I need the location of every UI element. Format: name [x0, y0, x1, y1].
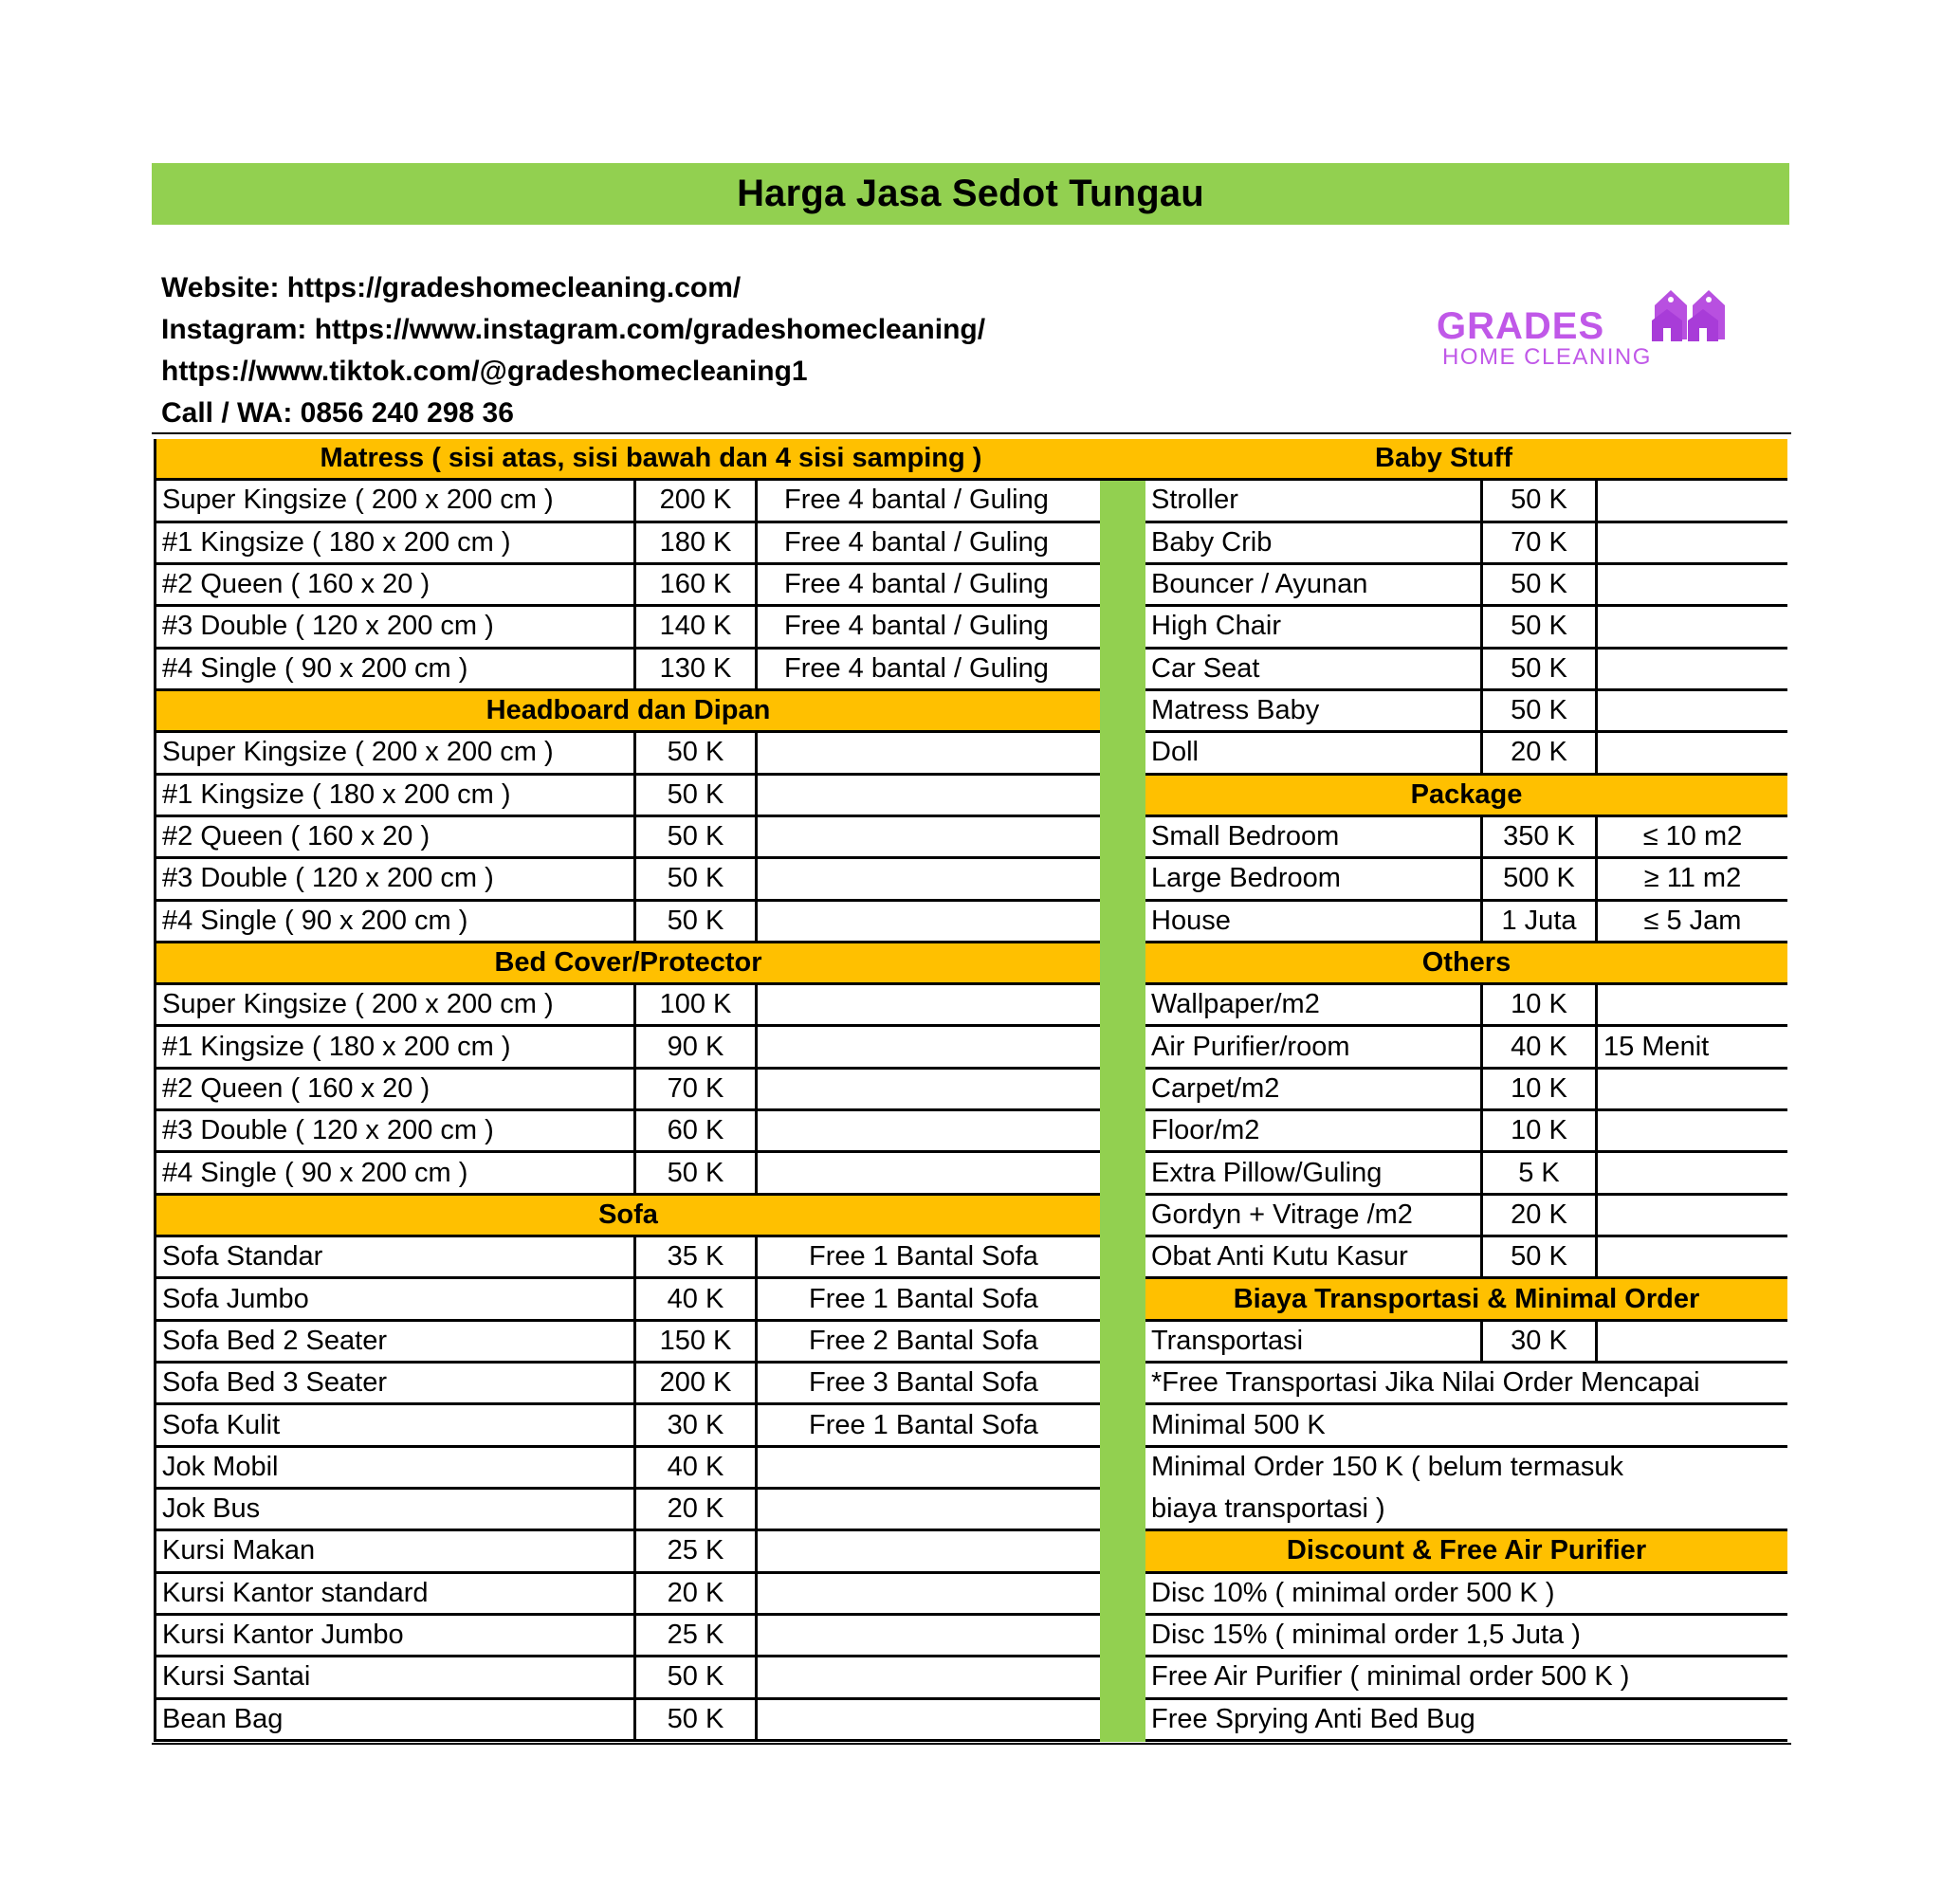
note-text: Minimal Order 150 K ( belum termasuk biaya transportasi )	[1151, 1452, 1623, 1525]
item-name: #2 Queen ( 160 x 20 )	[162, 821, 431, 852]
table-row	[156, 1027, 1100, 1069]
item-price: 50 K	[1480, 650, 1595, 688]
item-name: #4 Single ( 90 x 200 cm )	[162, 905, 468, 936]
item-price: 150 K	[633, 1322, 755, 1361]
item-name: Matress Baby	[1151, 695, 1320, 726]
item-note: 15 Menit	[1595, 1027, 1787, 1066]
item-name: #4 Single ( 90 x 200 cm )	[162, 652, 468, 684]
section-header: Baby Stuff	[1100, 439, 1787, 481]
tiktok-link[interactable]: https://www.tiktok.com/@gradeshomecleaning1	[161, 356, 808, 387]
item-name: Jok Mobil	[162, 1451, 279, 1482]
table-row	[1145, 481, 1787, 522]
item-price: 20 K	[633, 1490, 755, 1529]
item-name: Kursi Santai	[162, 1661, 311, 1693]
section-header: Headboard dan Dipan	[156, 691, 1100, 733]
item-note	[755, 817, 1100, 856]
item-note: ≤ 5 Jam	[1595, 902, 1787, 941]
item-note	[755, 1490, 1100, 1529]
section-header: Matress ( sisi atas, sisi bawah dan 4 sisi samping )	[156, 439, 1145, 481]
table-row	[156, 1237, 1100, 1279]
website-link[interactable]: Website: https://gradeshomecleaning.com/	[161, 272, 742, 303]
table-row	[156, 565, 1100, 607]
item-price: 5 K	[1480, 1153, 1595, 1192]
item-price: 20 K	[1480, 733, 1595, 772]
item-name: Bouncer / Ayunan	[1151, 569, 1368, 600]
price-table	[154, 439, 1787, 1742]
table-row	[156, 1279, 1100, 1321]
table-row	[156, 1490, 1100, 1531]
table-row	[1145, 902, 1787, 943]
logo-subtitle: HOME CLEANING	[1442, 344, 1652, 370]
item-price: 30 K	[633, 1405, 755, 1444]
item-price: 50 K	[1480, 565, 1595, 604]
item-price: 70 K	[1480, 523, 1595, 562]
table-row	[1145, 565, 1787, 607]
item-name: High Chair	[1151, 611, 1281, 642]
table-row	[1145, 1070, 1787, 1111]
item-note: Free 4 bantal / Guling	[755, 481, 1100, 520]
item-note	[1595, 650, 1787, 688]
table-row	[156, 1531, 1100, 1573]
note-row	[1145, 1700, 1787, 1742]
divider-line	[152, 432, 1791, 434]
section-header: Discount & Free Air Purifier	[1145, 1531, 1787, 1573]
item-name: Kursi Kantor Jumbo	[162, 1620, 404, 1651]
table-row	[156, 817, 1100, 859]
note-row	[1145, 1616, 1787, 1657]
table-row	[1145, 523, 1787, 565]
item-note	[1595, 481, 1787, 520]
item-note	[755, 1657, 1100, 1696]
item-note	[1595, 733, 1787, 772]
item-price: 50 K	[633, 1153, 755, 1192]
item-price: 130 K	[633, 650, 755, 688]
item-name: Extra Pillow/Guling	[1151, 1157, 1383, 1188]
table-row	[156, 1322, 1100, 1364]
item-price: 20 K	[1480, 1196, 1595, 1235]
table-row	[1145, 691, 1787, 733]
item-name: Baby Crib	[1151, 526, 1273, 558]
item-note	[1595, 565, 1787, 604]
item-price: 10 K	[1480, 1111, 1595, 1150]
item-note	[1595, 1322, 1787, 1361]
table-row	[156, 985, 1100, 1027]
item-price: 1 Juta	[1480, 902, 1595, 941]
item-price: 350 K	[1480, 817, 1595, 856]
phone-number: Call / WA: 0856 240 298 36	[161, 397, 514, 429]
item-price: 60 K	[633, 1111, 755, 1150]
item-name: Car Seat	[1151, 652, 1260, 684]
item-name: #2 Queen ( 160 x 20 )	[162, 569, 431, 600]
instagram-link[interactable]: Instagram: https://www.instagram.com/gradeshomecleaning/	[161, 314, 986, 345]
item-note: ≤ 10 m2	[1595, 817, 1787, 856]
houses-icon	[1650, 284, 1735, 341]
table-row	[1145, 1196, 1787, 1237]
item-name: #2 Queen ( 160 x 20 )	[162, 1072, 431, 1104]
table-row	[156, 1405, 1100, 1447]
item-price: 200 K	[633, 481, 755, 520]
item-price: 35 K	[633, 1237, 755, 1276]
note-text: Disc 15% ( minimal order 1,5 Juta )	[1151, 1620, 1581, 1651]
table-row	[1145, 733, 1787, 775]
item-name: Floor/m2	[1151, 1115, 1260, 1146]
item-name: #1 Kingsize ( 180 x 200 cm )	[162, 526, 511, 558]
item-name: Super Kingsize ( 200 x 200 cm )	[162, 485, 554, 516]
item-price: 50 K	[633, 776, 755, 815]
table-row	[1145, 1237, 1787, 1279]
section-header: Bed Cover/Protector	[156, 943, 1100, 985]
item-price: 50 K	[633, 902, 755, 941]
table-row	[156, 523, 1100, 565]
table-row	[156, 650, 1100, 691]
item-note	[1595, 523, 1787, 562]
item-name: Jok Bus	[162, 1493, 261, 1525]
table-row	[156, 776, 1100, 817]
item-price: 90 K	[633, 1027, 755, 1066]
page-title: Harga Jasa Sedot Tungau	[737, 173, 1204, 214]
item-note	[755, 733, 1100, 772]
item-name: #1 Kingsize ( 180 x 200 cm )	[162, 778, 511, 810]
table-row	[1145, 985, 1787, 1027]
item-note: Free 4 bantal / Guling	[755, 607, 1100, 646]
item-name: Super Kingsize ( 200 x 200 cm )	[162, 989, 554, 1020]
item-price: 50 K	[1480, 691, 1595, 730]
item-price: 40 K	[633, 1448, 755, 1487]
item-price: 180 K	[633, 523, 755, 562]
note-row	[1145, 1448, 1787, 1532]
item-name: Wallpaper/m2	[1151, 989, 1320, 1020]
item-note	[755, 859, 1100, 898]
grades-logo	[1437, 284, 1721, 375]
item-name: Kursi Makan	[162, 1535, 316, 1566]
item-name: House	[1151, 905, 1231, 936]
item-note: ≥ 11 m2	[1595, 859, 1787, 898]
item-name: #3 Double ( 120 x 200 cm )	[162, 611, 494, 642]
item-price: 200 K	[633, 1364, 755, 1402]
item-price: 70 K	[633, 1070, 755, 1108]
item-name: Small Bedroom	[1151, 821, 1340, 852]
item-name: Transportasi	[1151, 1325, 1304, 1356]
item-note	[1595, 1153, 1787, 1192]
item-name: Stroller	[1151, 485, 1238, 516]
table-row	[156, 1448, 1100, 1490]
item-name: #3 Double ( 120 x 200 cm )	[162, 863, 494, 894]
table-row	[156, 1364, 1100, 1405]
item-note	[1595, 691, 1787, 730]
item-note	[755, 1700, 1100, 1739]
item-price: 20 K	[633, 1574, 755, 1613]
item-name: Obat Anti Kutu Kasur	[1151, 1241, 1408, 1272]
table-row	[1145, 817, 1787, 859]
item-price: 50 K	[633, 1657, 755, 1696]
logo-wordmark: GRADES	[1437, 305, 1605, 347]
table-row	[1145, 1027, 1787, 1069]
note-text: Disc 10% ( minimal order 500 K )	[1151, 1577, 1555, 1608]
item-price: 50 K	[633, 1700, 755, 1739]
item-note	[1595, 1070, 1787, 1108]
item-note	[755, 1448, 1100, 1487]
item-note	[755, 1153, 1100, 1192]
item-name: Air Purifier/room	[1151, 1031, 1350, 1062]
item-note	[755, 1531, 1100, 1570]
section-header: Others	[1145, 943, 1787, 985]
item-name: Doll	[1151, 737, 1199, 768]
table-row	[156, 1070, 1100, 1111]
item-name: Gordyn + Vitrage /m2	[1151, 1199, 1413, 1230]
item-note	[755, 776, 1100, 815]
item-note: Free 1 Bantal Sofa	[755, 1279, 1100, 1318]
table-row	[156, 902, 1100, 943]
item-price: 100 K	[633, 985, 755, 1024]
table-row	[156, 859, 1100, 901]
item-price: 50 K	[633, 859, 755, 898]
table-row	[1145, 650, 1787, 691]
section-header: Biaya Transportasi & Minimal Order	[1145, 1279, 1787, 1321]
title-bar	[152, 163, 1789, 225]
item-price: 40 K	[633, 1279, 755, 1318]
item-name: Super Kingsize ( 200 x 200 cm )	[162, 737, 554, 768]
item-note: Free 4 bantal / Guling	[755, 523, 1100, 562]
item-price: 160 K	[633, 565, 755, 604]
item-note	[1595, 607, 1787, 646]
item-price: 500 K	[1480, 859, 1595, 898]
item-note: Free 3 Bantal Sofa	[755, 1364, 1100, 1402]
item-price: 140 K	[633, 607, 755, 646]
table-row	[156, 1616, 1100, 1657]
table-row	[1145, 859, 1787, 901]
item-name: Sofa Bed 2 Seater	[162, 1325, 387, 1356]
item-note: Free 4 bantal / Guling	[755, 565, 1100, 604]
item-name: Large Bedroom	[1151, 863, 1341, 894]
note-row	[1145, 1574, 1787, 1616]
table-row	[1145, 1153, 1787, 1195]
item-note	[1595, 1237, 1787, 1276]
item-note	[755, 1574, 1100, 1613]
note-text: *Free Transportasi Jika Nilai Order Mencapai	[1151, 1367, 1700, 1399]
item-price: 40 K	[1480, 1027, 1595, 1066]
note-row	[1145, 1405, 1787, 1447]
item-note	[1595, 1111, 1787, 1150]
item-name: Sofa Kulit	[162, 1409, 281, 1440]
table-row	[156, 607, 1100, 649]
section-header: Package	[1145, 776, 1787, 817]
item-price: 50 K	[1480, 607, 1595, 646]
table-row	[156, 1657, 1100, 1699]
item-price: 10 K	[1480, 985, 1595, 1024]
item-note	[1595, 985, 1787, 1024]
item-price: 25 K	[633, 1616, 755, 1655]
item-name: #4 Single ( 90 x 200 cm )	[162, 1157, 468, 1188]
table-row	[156, 1153, 1100, 1195]
item-price: 25 K	[633, 1531, 755, 1570]
item-name: Sofa Standar	[162, 1241, 323, 1272]
item-name: Bean Bag	[162, 1703, 284, 1734]
item-price: 50 K	[633, 733, 755, 772]
item-note	[755, 1616, 1100, 1655]
table-row	[156, 1574, 1100, 1616]
item-note	[755, 985, 1100, 1024]
item-name: Carpet/m2	[1151, 1072, 1280, 1104]
table-row	[156, 1111, 1100, 1153]
item-note	[1595, 1196, 1787, 1235]
table-row	[156, 1700, 1100, 1742]
item-note: Free 1 Bantal Sofa	[755, 1405, 1100, 1444]
item-price: 50 K	[1480, 481, 1595, 520]
note-row	[1145, 1364, 1787, 1405]
item-price: 30 K	[1480, 1322, 1595, 1361]
item-name: Kursi Kantor standard	[162, 1577, 429, 1608]
table-row	[1145, 1111, 1787, 1153]
table-row	[1145, 1322, 1787, 1364]
note-text: Free Air Purifier ( minimal order 500 K )	[1151, 1661, 1630, 1693]
item-name: #1 Kingsize ( 180 x 200 cm )	[162, 1031, 511, 1062]
item-name: Sofa Bed 3 Seater	[162, 1367, 387, 1399]
item-note	[755, 1027, 1100, 1066]
item-note: Free 2 Bantal Sofa	[755, 1322, 1100, 1361]
table-row	[156, 481, 1100, 522]
green-divider	[1100, 481, 1145, 1742]
table-row	[156, 733, 1100, 775]
note-row	[1145, 1657, 1787, 1699]
table-row	[1145, 607, 1787, 649]
item-note	[755, 902, 1100, 941]
note-text: Minimal 500 K	[1151, 1409, 1326, 1440]
item-note: Free 1 Bantal Sofa	[755, 1237, 1100, 1276]
divider-line	[152, 1743, 1791, 1745]
item-price: 10 K	[1480, 1070, 1595, 1108]
item-name: Sofa Jumbo	[162, 1283, 309, 1314]
note-text: Free Sprying Anti Bed Bug	[1151, 1703, 1475, 1734]
item-note: Free 4 bantal / Guling	[755, 650, 1100, 688]
item-price: 50 K	[1480, 1237, 1595, 1276]
item-note	[755, 1111, 1100, 1150]
item-price: 50 K	[633, 817, 755, 856]
section-header: Sofa	[156, 1196, 1100, 1237]
item-name: #3 Double ( 120 x 200 cm )	[162, 1115, 494, 1146]
item-note	[755, 1070, 1100, 1108]
